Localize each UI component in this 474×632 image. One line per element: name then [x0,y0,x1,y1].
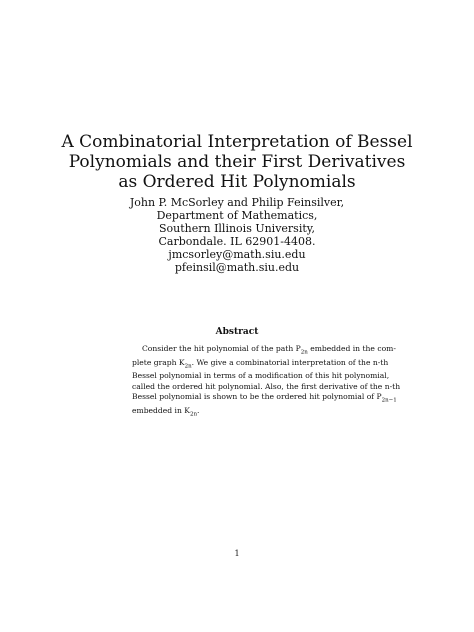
abstract-body [132,344,401,419]
abstract-line-3: Bessel polynomial in terms of a modification of this hit polynomial, [132,371,390,381]
page-number: 1 [234,549,240,558]
paper-title [0,132,474,192]
abstract-line-2: plete graph $K_{2n}$. We give a combinatorial interpretation of the n-th [132,357,389,370]
author-names: John P. McSorley and Philip Feinsilver, [129,196,345,209]
abstract-line-4: called the ordered hit polynomial. Also, the first derivative of the n-th [132,381,401,391]
title-line-2: Polynomials and their First Derivatives [68,152,406,172]
abstract-line-6: embedded in $K_{2n}$. [132,405,200,418]
abstract-line-5: Bessel polynomial is shown to be the ordered hit polynomial of $P_{2n-1}$ [132,391,397,404]
title-line-3: as Ordered Hit Polynomials [118,172,356,192]
author-address: Carbondale. IL 62901-4408. [158,235,316,248]
title-line-1: A Combinatorial Interpretation of Bessel [61,132,413,152]
author-email-2: pfeinsil@math.siu.edu [174,261,300,274]
author-department: Department of Mathematics, [156,209,318,222]
abstract-heading: Abstract [215,327,259,337]
abstract-line-1: Consider the hit polynomial of the path $P_{2n}$ embedded in the com- [142,344,396,356]
author-email-1: jmcsorley@math.siu.edu [168,248,306,261]
author-university: Southern Illinois University, [158,222,316,235]
author-block [0,196,474,274]
